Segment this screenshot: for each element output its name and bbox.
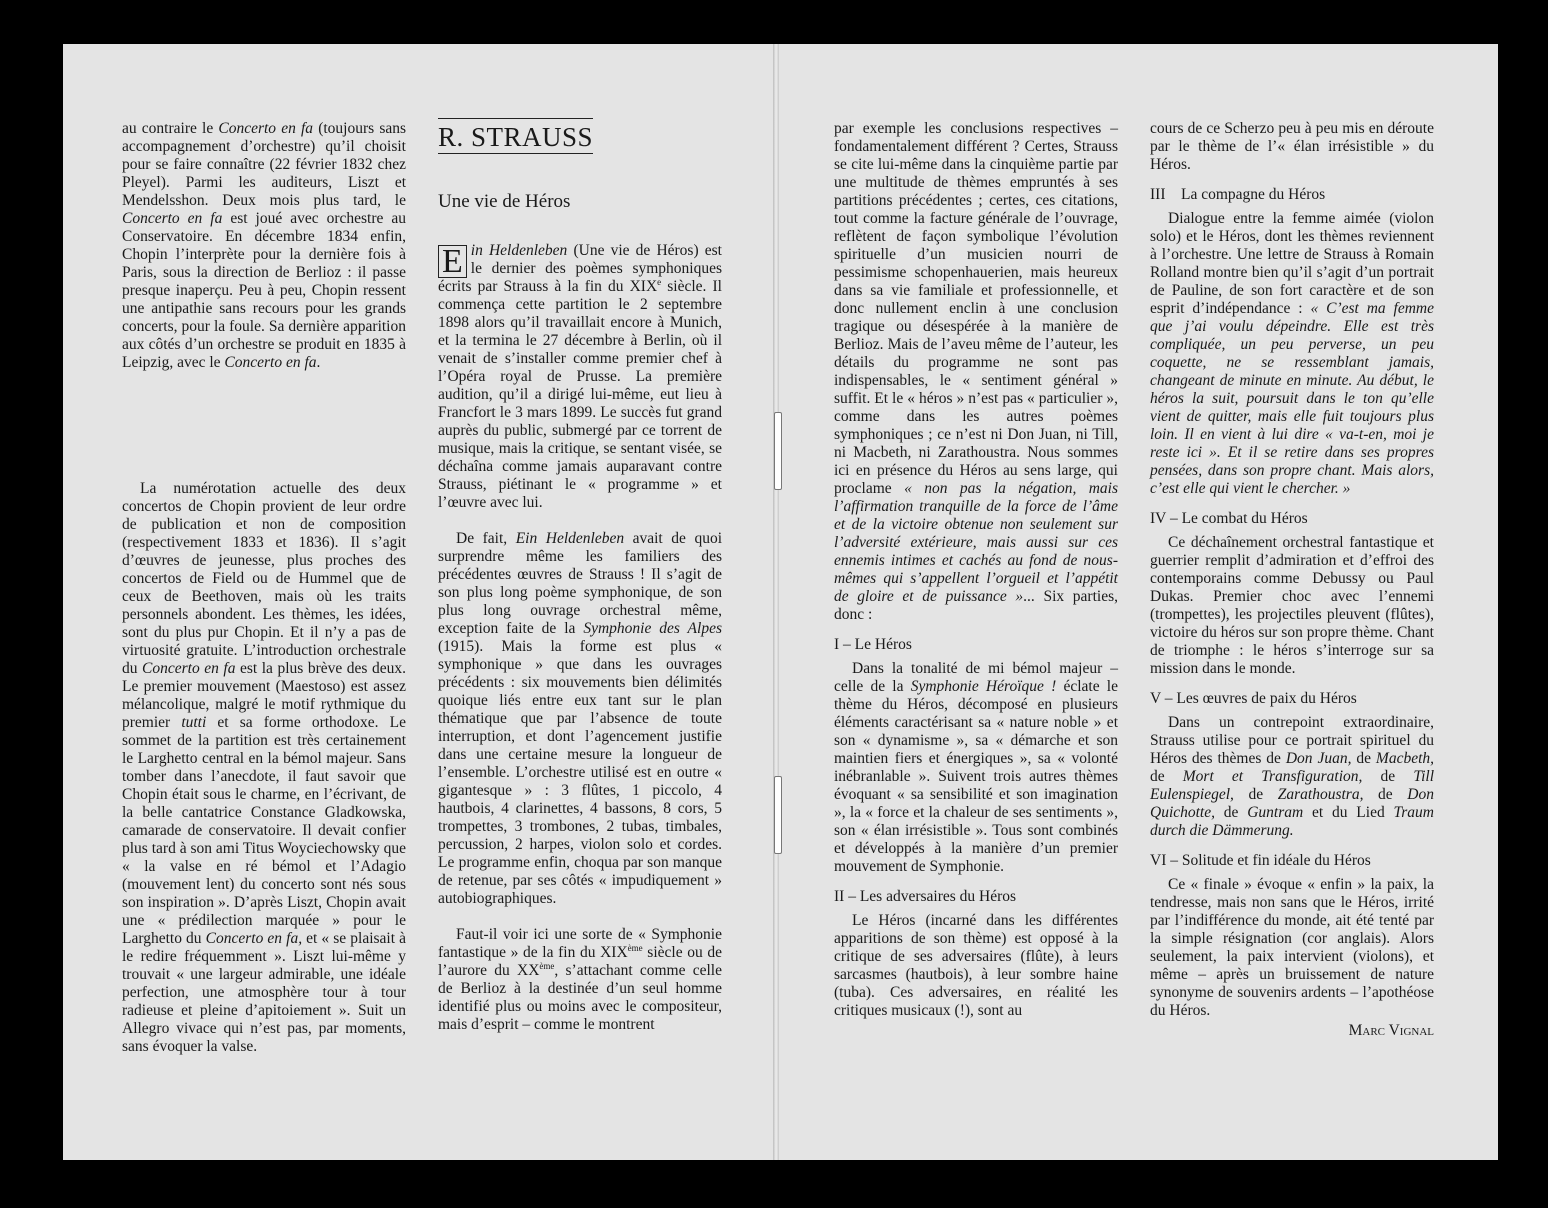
section-heading: II – Les adversaires du Héros — [834, 888, 1017, 905]
paragraph: De fait, Ein Heldenleben avait de quoi surprendre même les familiers des précédentes œuvres de Strauss ! Il s’agit de son plus long poème symphonique, de son plus long ouvrage orchestral même, exception faite de la Symphonie des Alpes (1915). Mais la forme est plus « symphonique » que dans les ouvrages précédents : six mouvements bien délimités quoique liés entre eux tant sur le plan thématique que par l’absence de toute interruption, et dont l’agencement justifie dans une certaine mesure la longueur de l’ensemble. L’orchestre utilisé est en outre « gigantesque » : 3 flûtes, 1 piccolo, 4 hautbois, 4 clarinettes, 4 bassons, 8 cors, 5 trompettes, 3 trombones, 2 tubas, timbales, percussion, 2 harpes, violon solo et cordes. Le programme enfin, choqua par son manque de retenue, par ses côtés « impudiquement » autobiographiques. — [438, 530, 722, 907]
paragraph: Dialogue entre la femme aimée (violon solo) et le Héros, dont les thèmes reviennent à l’orchestre. Une lettre de Strauss à Romain Rolland montre bien qu’il s’agit d’un portrait de Pauline, de son fort caractère et de son esprit d’indépendance : « C’est ma femme que j’ai voulu dépeindre. Elle est très compliquée, un peu perverse, un peu coquette, ne se ressemblant jamais, changeant de minute en minute. Au début, le héros la suit, poursuit dans le ton qu’elle vient de quitter, mais elle fuit toujours plus loin. Il en vient à lui dire « va-t-en, moi je reste ici ». Et il se retire dans ses propres pensées, dans son propre chant. Mais alors, c’est elle qui vient le chercher. » — [1150, 210, 1434, 497]
paragraph: cours de ce Scherzo peu à peu mis en déroute par le thème de l’« élan irrésistible » du Héros. — [1150, 120, 1434, 173]
paragraph: Faut-il voir ici une sorte de « Symphonie fantastique » de la fin du XIXème siècle ou de l’aurore du XXème, s’attachant comme celle de Berlioz à la destinée d’un seul homme identifié plus ou moins avec le compositeur, mais d’esprit – comme le montrent — [438, 926, 722, 1033]
author-signature: Marc Vignal — [1348, 1022, 1434, 1039]
paragraph: Le Héros (incarné dans les différentes apparitions de son thème) est opposé à la critique de ses adversaires (flûte), à leurs sarcasmes (hautbois), à leur sombre haine (tuba). Ces adversaires, en réalité les critiques musicaux (!), sont au — [834, 912, 1118, 1019]
paragraph: au contraire le Concerto en fa (toujours sans accompagnement d’orchestre) qu’il choisit pour se faire connaître (22 février 1832 chez Pleyel). Parmi les auditeurs, Liszt et Mendelsshon. Deux mois plus tard, le Concerto en fa est joué avec orchestre au Conservatoire. En décembre 1834 enfin, Chopin l’interprète pour la dernière fois à Paris, sous la direction de Berlioz : il passe presque inaperçu. Peu à peu, Chopin ressent une antipathie sans recours pour les grands concerts, pour la foule. Sa dernière apparition aux côtés d’un orchestre se produit en 1835 à Leipzig, avec le Concerto en fa. — [122, 120, 407, 371]
book-gutter — [773, 44, 779, 1160]
section-heading: VI – Solitude et fin idéale du Héros — [1150, 852, 1371, 869]
paragraph: par exemple les conclusions respectives – fondamentalement différent ? Certes, Strauss se cite lui-même dans la cinquième partie par une multitude de thèmes empruntés à ses partitions précédentes ; certes, ces citations, tout comme la facture générale de l’ouvrage, reflètent de façon symbolique l’évolution spirituelle d’un musicien nourri de pessimisme schopenhauerien, mais heureux dans sa vie familiale et professionnelle, et donc nullement enclin à une conclusion tragique ou désespérée à la manière de Berlioz. Mais de l’aveu même de l’auteur, les détails du programme ne sont pas indispensables, le « sentiment général » suffit. Et le « héros » n’est pas « particulier », comme dans les autres poèmes symphoniques ; ce n’est ni Don Juan, ni Till, ni Macbeth, ni Zarathoustra. Nous sommes ici en présence du Héros au sens large, qui proclame « non pas la négation, mais l’affirmation tranquille de la force de l’âme et de la victoire obtenue non seulement sur l’adversité extérieure, mais aussi sur ces ennemis intimes et cachés au fond de nous-mêmes qui s’appellent l’orgueil et l’appétit de gloire et de puissance »... Six parties, donc : — [834, 120, 1118, 623]
section-heading: V – Les œuvres de paix du Héros — [1150, 690, 1357, 707]
staple-top — [774, 412, 782, 490]
column-strauss-intro — [438, 118, 722, 1034]
paragraph: Dans la tonalité de mi bémol majeur – celle de la Symphonie Héroïque ! éclate le thème du Héros, décomposé en plusieurs éléments caractérisant sa « nature noble » et son « dynamisme », sa « démarche et son maintien fiers et énergiques », sa « volonté inébranlable ». Suivent trois autres thèmes évoquant « sa sensibilité et son imagination », la « force et la chaleur de ses sentiments », son « élan irrésistible ». Tous sont combinés et développés à la manière d’un premier mouvement de Symphonie. — [834, 660, 1118, 875]
paragraph: Dans un contrepoint extraordinaire, Strauss utilise pour ce portrait spirituel du Héros des thèmes de Don Juan, de Macbeth, de Mort et Transfiguration, de Till Eulenspiegel, de Zarathoustra, de Don Quichotte, de Guntram et du Lied Traum durch die Dämmerung. — [1150, 714, 1435, 839]
drop-cap: E — [438, 245, 467, 278]
column-chopin — [122, 120, 406, 1056]
article-subtitle: Une vie de Héros — [438, 191, 571, 212]
paragraph: Ce « finale » évoque « enfin » la paix, la tendresse, mais non sans que le Héros, irrité par l’indifférence du monde, ait été tenté par la simple résignation (cor anglais). Alors seulement, la paix intervient (violons), et même – après un bruissement de nature synonyme de souvenirs ardents – l’apothéose du Héros. — [1150, 876, 1434, 1019]
paragraph: Ce déchaînement orchestral fantastique et guerrier remplit d’admiration et d’effroi des contemporains comme Debussy ou Paul Dukas. Premier choc avec l’ennemi (trompettes), les projectiles pleuvent (flûtes), victoire du héros sur son propre thème. Chant de triomphe : le héros s’interroge sur sa mission dans le monde. — [1150, 534, 1434, 677]
column-strauss-parts-1 — [834, 120, 1118, 1020]
paragraph-dropcap: E in Heldenleben (Une vie de Héros) est le dernier des poèmes symphoniques écrits par Strauss à la fin du XIXe siècle. Il commença cette partition le 2 septembre 1898 alors qu’il travaillait encore à Munich, et la termina le 27 décembre à Berlin, où il venait de s’installer comme premier chef à l’Opéra royal de Prusse. La première audition, qu’il a dirigé lui-même, eut lieu à Francfort le 3 mars 1899. Le succès fut grand auprès du public, submergé par ce torrent de musique, mais la critique, se sentant visée, se déchaîna comme jamais auparavant contre Strauss, piétinant le « programme » et l’œuvre avec lui. — [438, 242, 722, 511]
paragraph: La numérotation actuelle des deux concertos de Chopin provient de leur ordre de publication et non de composition (respectivement 1833 et 1836). Il s’agit d’œuvres de jeunesse, plus proches des concertos de Field ou de Hummel que de ceux de Beethoven, mais où les traits personnels abondent. Les thèmes, les idées, sont du plus pur Chopin. Et il n’y a pas de virtuosité gratuite. L’introduction orchestrale du Concerto en fa est la plus brève des deux. Le premier mouvement (Maestoso) est assez mélancolique, malgré le motif rythmique du premier tutti et sa forme orthodoxe. Le sommet de la partition est très certainement le Larghetto central en la bémol majeur. Sans tomber dans l’anecdote, il faut savoir que Chopin était sous le charme, en l’écrivant, de la belle cantatrice Constance Gladkowska, camarade de conservatoire. Il devait confier plus tard à son ami Titus Woyciechowsky que « la valse en ré bémol et l’Adagio (mouvement lent) du concerto sont nés sous son inspiration ». D’après Liszt, Chopin avait une « prédilection marquée » pour le Larghetto du Concerto en fa, et « se plaisait à le redire fréquemment ». Liszt lui-même y trouvait « une largeur admirable, une idéale perfection, une atmosphère tour à tour radieuse et pleine d’apitoiement ». Suit un Allegro vivace qui n’est pas, par moments, sans évoquer la valse. — [122, 480, 406, 1055]
section-heading: III La compagne du Héros — [1150, 186, 1326, 203]
article-title: R. STRAUSS — [438, 118, 593, 154]
column-strauss-parts-2 — [1150, 120, 1434, 1040]
section-heading: IV – Le combat du Héros — [1150, 510, 1308, 527]
section-heading: I – Le Héros — [834, 636, 912, 653]
staple-bottom — [774, 776, 782, 854]
